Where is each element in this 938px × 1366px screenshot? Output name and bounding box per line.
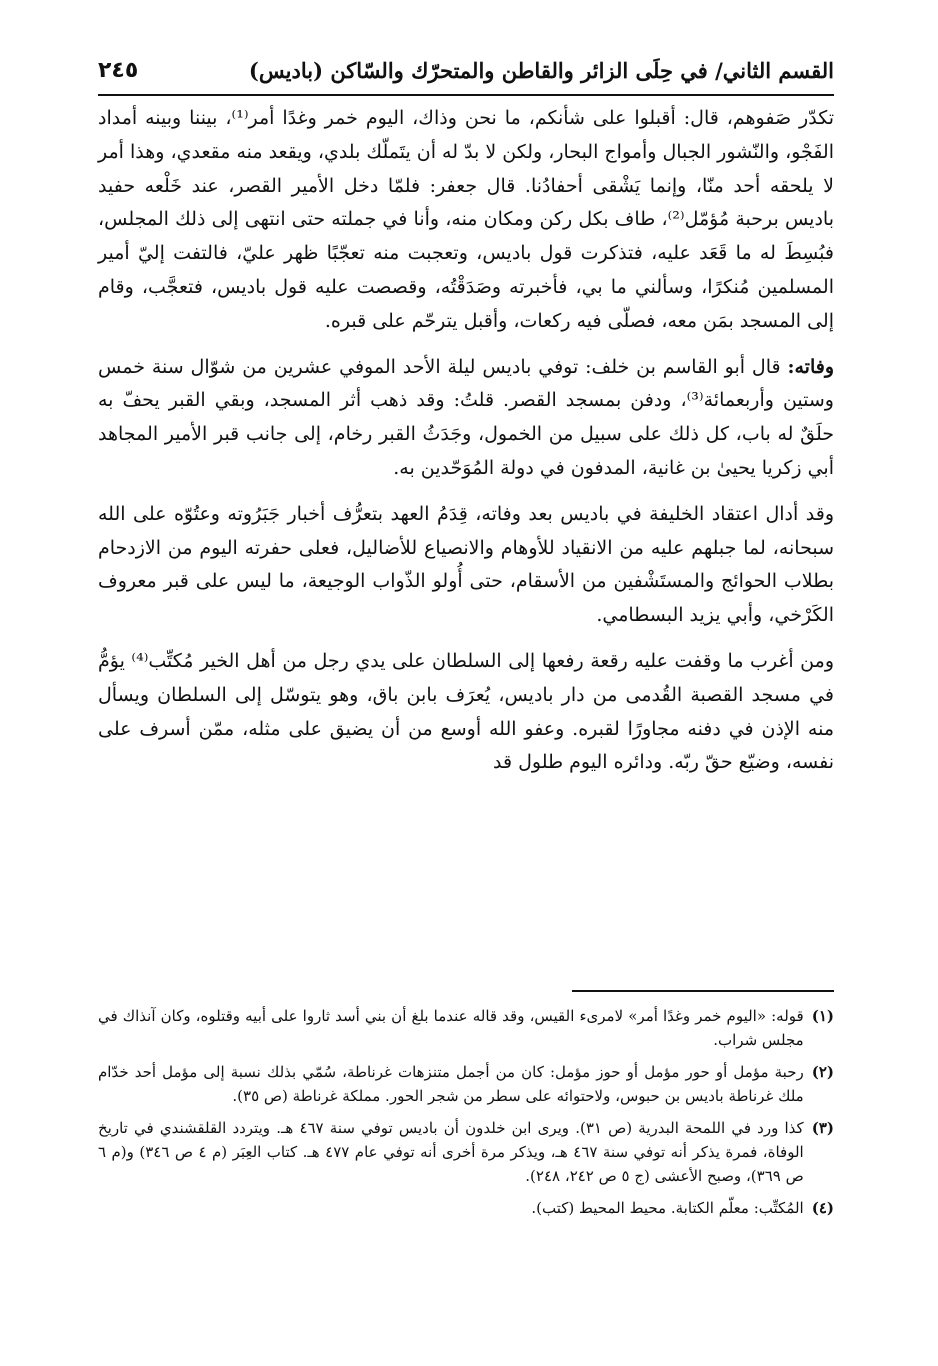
footnote-number: (١) <box>811 1007 834 1025</box>
footnote-4 <box>98 1196 834 1220</box>
paragraph-death-text: قال أبو القاسم بن خلف: توفي باديس ليلة الأحد الموفي عشرين من شوّال سنة خمس وستين وأربعمائة⁽³⁾، ودفن بمسجد القصر. قلتُ: وقد ذهب أثر المسجد، وبقي القبر يحفّ به حلَقٌ له باب، كل ذلك على سبيل من الخمول، وجَدَثُ القبر رخام، إلى جانب قبر الأمير المجاهد أبي زكريا يحيىٰ بن غانية، المدفون في دولة المُوَحّدين به. <box>98 355 834 479</box>
paragraph-3-text: وقد أدال اعتقاد الخليفة في باديس بعد وفاته، قِدَمُ العهد بتعرُّف أخبار جَبَرُوته وعتُوّه على الله سبحانه، لما جبلهم عليه من الانقياد للأوهام والانصياع للأضاليل، فعلى حفرته اليوم من الازدحام بطلاب الحوائج والمستَشْفين من الأسقام، حتى أُولو الذّواب الوجيعة، ما ليس على قبر معروف الكَرْخي، وأبي يزيد البسطامي. <box>98 502 834 627</box>
running-header <box>98 50 834 90</box>
main-text <box>98 102 834 792</box>
footnote-2 <box>98 1060 834 1108</box>
footnotes <box>98 1004 834 1228</box>
header-divider <box>98 94 834 96</box>
paragraph-3 <box>98 498 834 633</box>
footnote-text: رحبة مؤمل أو حور مؤمل أو حوز مؤمل: كان من أجمل متنزهات غرناطة، سُمّي بذلك نسبة إلى مؤمل أحد خدّام ملك غرناطة باديس بن حبوس، ولاحتوائه على سطر من شجر الحور. مملكة غرناطة (ص ٣٥). <box>98 1063 804 1105</box>
footnote-text: قوله: «اليوم خمر وغدًا أمر» لامرىء القيس، وقد قاله عندما بلغ أن بني أسد ثاروا على أبيه وقتلوه، وكان آنذاك في مجلس شراب. <box>98 1007 804 1049</box>
footnote-number: (٤) <box>811 1199 834 1217</box>
footnote-number: (٣) <box>811 1119 834 1137</box>
paragraph-4 <box>98 645 834 780</box>
section-lead-death: وفاته: <box>787 355 834 378</box>
footnote-text: كذا ورد في اللمحة البدرية (ص ٣١). ويرى ابن خلدون أن باديس توفي سنة ٤٦٧ هـ. ويتردد القلقشندي في تاريخ الوفاة، فمرة يذكر أنه توفي سنة ٤٦٧ هـ، ويذكر مرة أخرى أنه توفي عام ٤٧٧ هـ. كتاب العِبَر (م ٤ ص ٣٤٦) و(م ٦ ص ٣٦٩)، وصبح الأعشى (ج ٥ ص ٢٤٢، ٢٤٨). <box>98 1119 804 1185</box>
footnote-1 <box>98 1004 834 1052</box>
footnote-divider <box>572 990 834 992</box>
paragraph-death <box>98 351 834 486</box>
footnote-number: (٢) <box>811 1063 834 1081</box>
footnote-3 <box>98 1116 834 1188</box>
header-title: القسم الثاني/ في حِلَى الزائر والقاطن والمتحرّك والسّاكن (باديس) <box>248 57 834 83</box>
page-number: ٢٤٥ <box>98 57 139 83</box>
footnote-text: المُكتِّب: معلّم الكتابة. محيط المحيط (كتب). <box>531 1199 804 1217</box>
paragraph-1 <box>98 102 834 339</box>
paragraph-4-text: ومن أغرب ما وقفت عليه رقعة رفعها إلى السلطان على يدي رجل من أهل الخير مُكتِّب⁽⁴⁾ يؤمُّ في مسجد القصبة القُدمى من دار باديس، يُعرَف بابن باق، وهو يتوسّل إلى السلطان ويسأل منه الإذن في دفنه مجاورًا لقبره. وعفو الله أوسع من أن يضيق على مثله، ممّن أسرف على نفسه، وضيّع حقّ ربّه. ودائره اليوم طلول قد <box>98 649 834 774</box>
paragraph-1-text: تكدّر صَفوهم، قال: أقبلوا على شأنكم، ما نحن وذاك، اليوم خمر وغدًا أمر⁽¹⁾، بيننا وبينه أمداد الفَجْو، والنّشور الجبال وأمواج البحار، ولكن لا بدّ له أن يتَملّك بلدي، ويقعد منه مقعدي، وهذا أمر لا يلحقه أحد منّا، وإنما يَشْقى أحفادُنا. قال جعفر: فلمّا دخل الأمير القصر، عند خَلْعه حفيد باديس برحبة مُؤمّل⁽²⁾، طاف بكل ركن ومكان منه، وأنا في جملته حتى انتهى إلى ذلك المجلس، فبُسِطَ له ما قَعَد عليه، فتذكرت قول باديس، وتعجبت منه تعجّبًا ظهر عليّ، فالتفت إليّ أمير المسلمين مُنكرًا، وسألني ما بي، فأخبرته وصَدَقْتُه، وقصصت عليه قول باديس، فتعجَّب، وقام إلى المسجد بمَن معه، فصلّى فيه ركعات، وأقبل يترحّم على قبره. <box>98 107 834 332</box>
